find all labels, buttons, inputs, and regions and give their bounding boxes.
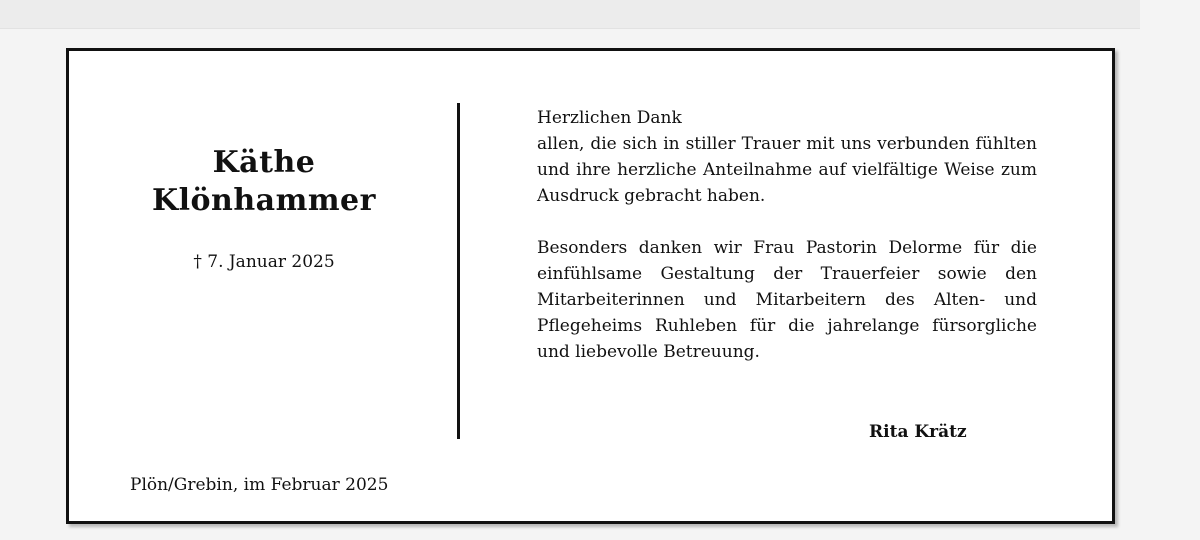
thank-you-text — [537, 105, 1037, 365]
top-strip — [0, 0, 1140, 29]
vertical-divider — [457, 103, 460, 439]
obituary-notice — [66, 48, 1115, 524]
deceased-name — [109, 144, 419, 220]
deceased-last-name: Klönhammer — [152, 183, 376, 218]
paragraph-2: Besonders danken wir Frau Pastorin Delorme für die einfühlsame Gestaltung der Trauerfeier sowie den Mitarbeiterinnen und Mitarbeitern des Alten- und Pflegeheims Ruhleben für die jahrelange fürsorgliche und liebevolle Betreuung. — [537, 238, 1037, 362]
deceased-first-name: Käthe — [212, 145, 316, 180]
signature: Rita Krätz — [869, 422, 967, 442]
place-date: Plön/Grebin, im Februar 2025 — [130, 475, 389, 495]
death-date: † 7. Januar 2025 — [193, 252, 335, 272]
paragraph-1: allen, die sich in stiller Trauer mit uns verbunden fühlten und ihre herzliche Anteilnahme auf vielfältige Weise zum Ausdruck gebracht haben. — [537, 134, 1037, 206]
greeting: Herzlichen Dank — [537, 108, 682, 128]
